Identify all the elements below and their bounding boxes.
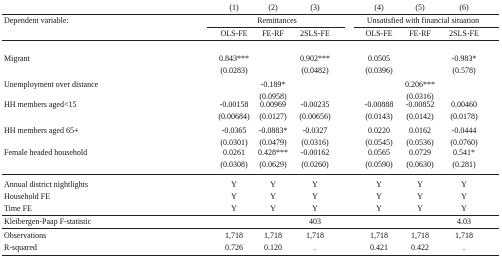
observations-label: Observations (4, 231, 47, 240)
r-squared-value: 0.421 (370, 243, 388, 252)
r-squared-label: R-squared (4, 243, 37, 252)
coefficient: -0.189* (260, 80, 286, 89)
variable-label: Female headed household (4, 148, 88, 157)
coefficient: 0.902*** (300, 54, 330, 63)
column-number: (2) (268, 3, 278, 12)
coefficient: -0.0444 (451, 126, 477, 135)
control-indicator: Y (270, 204, 276, 213)
control-indicator: Y (231, 204, 237, 213)
coefficient: -0.0365 (221, 126, 247, 135)
coefficient: 0.0565 (368, 148, 390, 157)
observations-value: 1,718 (411, 231, 429, 240)
standard-error: (0.578) (452, 66, 476, 75)
coefficient: 0.0220 (368, 126, 390, 135)
group-header-unsatisfied: Unsatisfied with financial situation (366, 16, 480, 25)
observations-value: 1,718 (264, 231, 282, 240)
control-indicator: Y (376, 180, 382, 189)
dep-var-label: Dependent variable: (4, 16, 69, 25)
standard-error: (0.0260) (301, 160, 329, 169)
standard-error: (0.0590) (365, 160, 393, 169)
coefficient: -0.00158 (219, 100, 249, 109)
coefficient: 0.0729 (409, 148, 431, 157)
estimator-header: OLS-FE (365, 29, 393, 38)
header-bottom-rule (2, 40, 499, 41)
kp-statistic: 4.03 (457, 217, 471, 226)
standard-error: (0.0545) (365, 138, 393, 147)
standard-error: (0.0629) (259, 160, 287, 169)
kp-label: Kleibergen-Paap F-statistic (4, 217, 92, 226)
coefficient: -0.00235 (300, 100, 330, 109)
observations-value: 1,718 (455, 231, 473, 240)
standard-error: (0.0760) (450, 138, 478, 147)
standard-error: (0.0143) (365, 112, 393, 121)
kp-statistic: 403 (309, 217, 321, 226)
coefficient: -0.983* (451, 54, 477, 63)
coefficient: -0.00852 (405, 100, 435, 109)
column-number: (3) (310, 3, 320, 12)
standard-error: (0.0396) (365, 66, 393, 75)
standard-error: (0.0283) (220, 66, 248, 75)
standard-error: (0.0479) (259, 138, 287, 147)
standard-error: (0.0308) (220, 160, 248, 169)
coefficient: 0.0505 (368, 54, 390, 63)
coefficient (437, 80, 491, 90)
control-indicator: Y (376, 192, 382, 201)
coefficient: -0.00162 (300, 148, 330, 157)
coefficients-bottom-rule (2, 174, 499, 175)
coefficient: 0.206*** (405, 80, 435, 89)
control-indicator: Y (461, 204, 467, 213)
estimator-header: 2SLS-FE (300, 29, 330, 38)
coefficient: 0.843*** (219, 54, 249, 63)
control-indicator: Y (312, 204, 318, 213)
control-label: Household FE (4, 192, 50, 201)
coefficient: -0.00888 (364, 100, 394, 109)
controls-bottom-rule (2, 215, 499, 216)
control-indicator: Y (231, 192, 237, 201)
coefficient: 0.00969 (260, 100, 286, 109)
control-indicator: Y (270, 180, 276, 189)
control-indicator: Y (312, 180, 318, 189)
standard-error: (0.0482) (301, 66, 329, 75)
coefficient (288, 80, 342, 90)
standard-error: (0.0316) (406, 92, 434, 101)
r-squared-value: . (314, 243, 316, 252)
top-rule (2, 14, 499, 15)
standard-error: (0.0301) (220, 138, 248, 147)
standard-error: (0.281) (452, 160, 476, 169)
standard-error: (0.0958) (259, 92, 287, 101)
observations-value: 1,718 (370, 231, 388, 240)
r-squared-value: 0.120 (264, 243, 282, 252)
column-number: (5) (415, 3, 425, 12)
control-indicator: Y (417, 204, 423, 213)
control-indicator: Y (461, 180, 467, 189)
coefficient: 0.428*** (258, 148, 288, 157)
estimator-header: FE-RF (409, 29, 431, 38)
kp-bottom-rule (2, 228, 499, 229)
control-indicator: Y (417, 180, 423, 189)
standard-error: (0.0316) (301, 138, 329, 147)
coefficient: 0.00460 (451, 100, 477, 109)
coefficient: 0.0162 (409, 126, 431, 135)
estimator-header: FE-RF (262, 29, 284, 38)
coefficient: 0.541* (453, 148, 475, 157)
regression-table (2, 0, 499, 263)
estimator-header: OLS-FE (220, 29, 248, 38)
column-number: (1) (229, 3, 239, 12)
column-number: (6) (459, 3, 469, 12)
coefficient: 0.0261 (223, 148, 245, 157)
column-number: (4) (374, 3, 384, 12)
standard-error: (0.0127) (259, 112, 287, 121)
r-squared-value: 0.422 (411, 243, 429, 252)
r-squared-value: . (463, 243, 465, 252)
coefficient: -0.0883* (258, 126, 288, 135)
control-indicator: Y (312, 192, 318, 201)
coefficient: -0.0327 (302, 126, 328, 135)
standard-error: (0.00684) (218, 112, 250, 121)
standard-error: (0.00656) (299, 112, 331, 121)
r-squared-value: 0.726 (225, 243, 243, 252)
group-header-remittances: Remittances (257, 16, 297, 25)
standard-error: (0.0178) (450, 112, 478, 121)
bottom-rule (2, 255, 499, 256)
control-indicator: Y (231, 180, 237, 189)
variable-label: HH members aged<15 (4, 100, 77, 109)
unsatisfied-spanner (354, 27, 499, 28)
observations-value: 1,718 (306, 231, 324, 240)
control-indicator: Y (376, 204, 382, 213)
standard-error: (0.0630) (406, 160, 434, 169)
variable-label: HH members aged 65+ (4, 126, 79, 135)
observations-value: 1,718 (225, 231, 243, 240)
estimator-header: 2SLS-FE (449, 29, 479, 38)
standard-error: (0.0142) (406, 112, 434, 121)
variable-label: Migrant (4, 54, 30, 63)
control-indicator: Y (461, 192, 467, 201)
control-indicator: Y (270, 192, 276, 201)
variable-label: Unemployment over distance (4, 80, 99, 89)
control-indicator: Y (417, 192, 423, 201)
control-label: Annual district nightlights (4, 180, 88, 189)
remittances-spanner (207, 27, 345, 28)
control-label: Time FE (4, 204, 32, 213)
standard-error: (0.0536) (406, 138, 434, 147)
